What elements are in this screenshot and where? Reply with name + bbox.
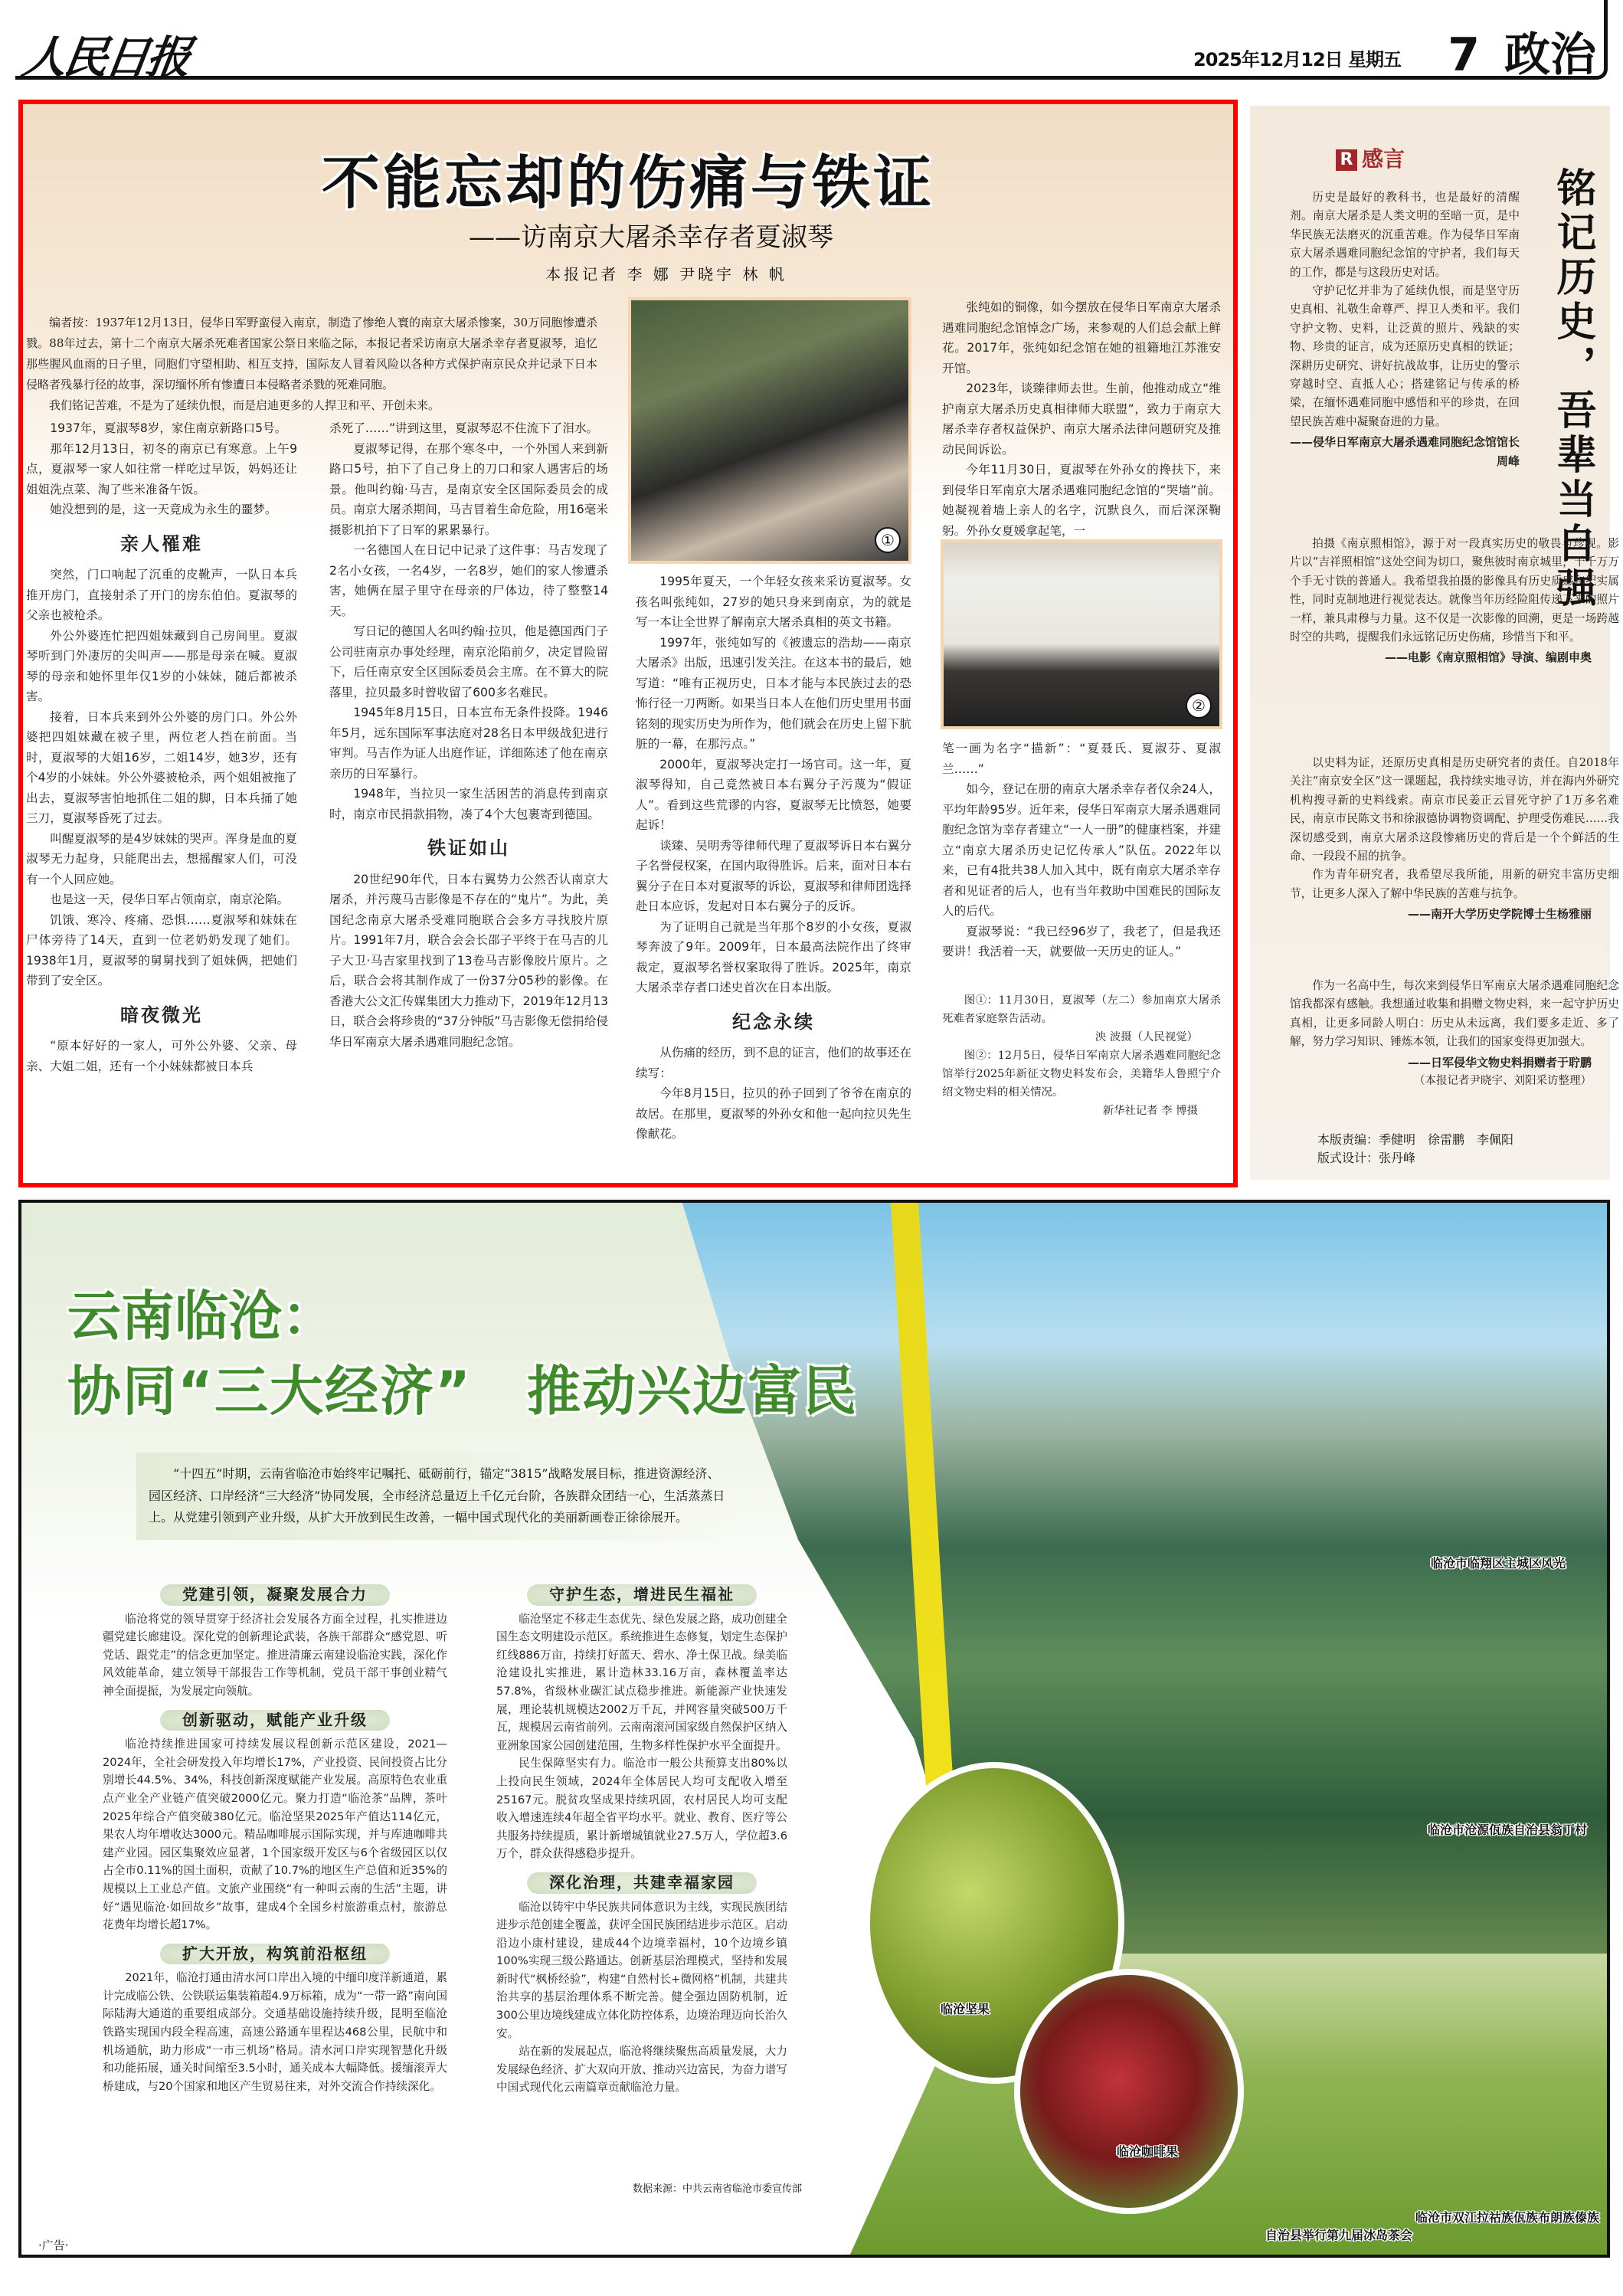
paragraph: 一名德国人在日记中记录了这件事：马吉发现了2名小女孩，一名4岁，一名8岁，她们的家人惨遭杀害，她俩在屋子里守在母亲的尸体边，待了整整14天。 xyxy=(329,543,608,618)
caption-coffee: 临沧咖啡果 xyxy=(1117,2144,1179,2159)
ad-section-heading: 扩大开放，构筑前沿枢纽 xyxy=(160,1944,390,1965)
ad-title-line-1: 云南临沧： xyxy=(67,1285,335,1348)
paragraph: 夏淑琴说：“我已经96岁了，我老了，但是我还要讲！我活着一天，就要做一天历史的证人。” xyxy=(942,924,1221,958)
caption-tea-line-2: 自治县举行第九届冰岛茶会 xyxy=(1265,2228,1413,2242)
caption-1: 图①：11月30日，夏淑琴（左二）参加南京大屠杀死难者家庭祭告活动。 xyxy=(942,994,1221,1025)
paragraph: 她没想到的是，这一天竟成为永生的噩梦。 xyxy=(50,503,277,516)
quote-2 xyxy=(1290,535,1619,667)
page-editors: 本版责编：季健明 徐雷鹏 李佩阳 xyxy=(1317,1132,1514,1147)
caption-tea-line-1: 临沧市双江拉祜族佤族布朗族傣族 xyxy=(1415,2210,1599,2225)
reporters-credit: （本报记者尹晓宇、刘阳采访整理） xyxy=(1414,1075,1592,1088)
paragraph: 如今，登记在册的南京大屠杀幸存者仅余24人，平均年龄95岁。近年来，侵华日军南京大屠杀遇难同胞纪念馆为幸存者建立“一人一册”的健康档案，并建立“南京大屠杀历史记忆传承人”队伍。2022年以来，已有4批共38人加入其中，既有南京大屠杀幸存者和见证者的后人，也有当年救助中国难民的国际友人的后代。 xyxy=(942,782,1221,918)
article-column-2 xyxy=(329,418,608,1052)
paragraph: 1937年，夏淑琴8岁，家住南京新路口5号。 xyxy=(50,421,287,435)
photo-number-badge: ① xyxy=(875,527,901,553)
quote-4 xyxy=(1290,977,1619,1090)
quote-text: 作为一名高中生，每次来到侵华日军南京大屠杀遇难同胞纪念馆我都深有感触。我想通过收集和捐赠文物史料，来一起守护历史真相，让更多同龄人明白：历史从未远离，我们要多走近、多了解，努力学习知识、锤炼本领，让我们的国家变得更加强大。 xyxy=(1290,979,1619,1049)
paragraph: 20世纪90年代，日本右翼势力公然否认南京大屠杀，并污蔑马吉影像是不存在的“鬼片”。为此，美国纪念南京大屠杀受难同胞联合会多方寻找胶片原片。1991年7月，联合会会长邵子平终于在马吉的儿子大卫·马吉家里找到了13卷马吉影像胶片原片。之后，联合会将其制作成了一份37分05秒的影像。在香港大公文汇传媒集团大力推动下，2019年12月13日，联合会将珍贵的“37分钟版”马吉影像无偿捐给侵华日军南京大屠杀遇难同胞纪念馆。 xyxy=(329,872,608,1049)
editor-note-text: 编者按：1937年12月13日，侵华日军野蛮侵入南京，制造了惨绝人寰的南京大屠杀惨案，30万同胞惨遭杀戮。88年过去，第十二个南京大屠杀死难者国家公祭日来临之际，本报记者采访南京大屠杀幸存者夏淑琴，追忆那些腥风血雨的日子里，同胞们守望相助、相互支持，国际友人冒着风险以各种方式保护南京民众并记录下日本侵略者残暴行径的故事，深切缅怀所有惨遭日本侵略者杀戮的死难同胞。 xyxy=(26,316,597,391)
caption-1-credit: 泱 波摄（人民视觉） xyxy=(1095,1030,1198,1043)
caption-2: 图②：12月5日，侵华日军南京大屠杀遇难同胞纪念馆举行2025年新征文物史料发布会，美籍华人鲁照宁介绍文物史料的相关情况。 xyxy=(942,1049,1221,1099)
paragraph: 突然，门口响起了沉重的皮靴声，一队日本兵推开房门，直接射杀了开门的房东伯伯。夏淑琴的父亲也被枪杀。 xyxy=(26,568,297,622)
paragraph: 临沧将党的领导贯穿于经济社会发展各方面全过程，扎实推进边疆党建长廊建设。深化党的创新理论武装，各族干部群众“感党恩、听党话、跟党走”的信念更加坚定。推进清廉云南建设临沧实践，深化作风效能革命，建立领导干部报告工作等机制，党员干部干事创业精气神全面提振，为发展定向领航。 xyxy=(103,1612,447,1698)
quote-text: 作为青年研究者，我希望尽我所能，用新的研究丰富历史细节，让更多人深入了解中华民族的苦难与抗争。 xyxy=(1290,868,1619,900)
quote-text: 守护记忆并非为了延续仇恨，而是坚守历史真相、礼敬生命尊严、捍卫人类和平。我们守护文物、史料，让泛黄的照片、残缺的实物、珍贵的证言，成为还原历史真相的铁证；深耕历史研究、讲好抗战故事，让历史的警示穿越时空、直抵人心；搭建铭记与传承的桥梁，在缅怀遇难同胞中感悟和平的珍贵，在回望民族苦难中凝聚奋进的力量。 xyxy=(1290,284,1520,428)
section-heading: 暗夜微光 xyxy=(120,1004,203,1026)
paragraph: 接着，日本兵来到外公外婆的房门口。外公外婆把四姐妹藏在被子里，两位老人挡在前面。当时，夏淑琴的大姐16岁，二姐14岁，她3岁，还有个4岁的小妹妹。外公外婆被枪杀，两个姐姐被拖了出去，夏淑琴害怕地抓住二姐的脚，日本兵捅了她三刀，夏淑琴昏死了过去。 xyxy=(26,709,297,825)
photo-coffee xyxy=(1014,1969,1244,2214)
article-headline: 不能忘却的伤痛与铁证 xyxy=(322,149,934,217)
editor-note-text-2: 我们铭记苦难，不是为了延续仇恨，而是启迪更多的人捍卫和平、开创未来。 xyxy=(49,398,440,412)
paragraph: 1945年8月15日，日本宣布无条件投降。1946年5月，远东国际军事法庭对28名日本甲级战犯进行审判。马吉作为证人出庭作证，详细陈述了他在南京亲历的日军暴行。 xyxy=(329,706,608,781)
quote-1 xyxy=(1290,188,1520,470)
quote-3 xyxy=(1290,754,1619,924)
quote-text: 以史料为证，还原历史真相是历史研究者的责任。自2018年关注“南京安全区”这一课题起，我持续实地寻访，并在海内外研究机构搜寻新的史料线索。南京市民姜正云冒死守护了1万多名难民，南京市民陈文书和徐淑德协调物资调配、护理受伤难民……我深切感受到，南京大屠杀这段惨痛历史的背后是一个个鲜活的生命、一段段不屈的抗争。 xyxy=(1290,756,1619,863)
paragraph: 今年8月15日，拉贝的孙子回到了爷爷在南京的故居。在那里，夏淑琴的外孙女和他一起向拉贝先生像献花。 xyxy=(636,1086,911,1141)
sidebar-tag-label: 感言 xyxy=(1362,146,1405,172)
paragraph: 今年11月30日，夏淑琴在外孙女的搀扶下，来到侵华日军南京大屠杀遇难同胞纪念馆的“哭墙”前。她凝视着墙上亲人的名字，沉默良久，而后深深鞠躬。外孙女夏媛拿起笔，一 xyxy=(942,463,1221,538)
paragraph: 笔一画为名字“描新”：“夏聂氏、夏淑芬、夏淑兰……” xyxy=(942,742,1221,776)
newspaper-logo: 人民日报 xyxy=(18,31,192,84)
main-article xyxy=(18,100,1238,1187)
page-credits xyxy=(1317,1131,1513,1168)
paragraph: 夏淑琴记得，在那个寒冬中，一个外国人来到新路口5号，拍下了自己身上的刀口和家人遇害后的场景。他叫约翰·马吉，是南京安全区国际委员会的成员。南京大屠杀期间，马吉冒着生命危险，用16毫米摄影机拍下了日军的累累暴行。 xyxy=(329,441,608,537)
paragraph: 饥饿、寒冷、疼痛、恐惧……夏淑琴和妹妹在尸体旁待了14天，直到一位老奶奶发现了她们。1938年1月，夏淑琴的舅舅找到了姐妹俩，把她们带到了安全区。 xyxy=(26,912,297,988)
paragraph: 1997年，张纯如写的《被遗忘的浩劫——南京大屠杀》出版，迅速引发关注。在这本书的最后，她写道：“唯有正视历史，日本才能与本民族过去的恐怖行径一刀两断。如果当日本人在他们历史里用书面铭刻的现实历史为所作为，他们就会在历史上留下肮脏的一幕，在那污点。” xyxy=(636,635,911,751)
quote-text: 历史是最好的教科书，也是最好的清醒剂。南京大屠杀是人类文明的至暗一页，是中华民族无法磨灭的沉重苦难。作为侵华日军南京大屠杀遇难同胞纪念馆的守护者，我们每天的工作，都是与这段历史对话。 xyxy=(1290,191,1520,279)
ad-title-line-2: 协同“三大经济” 推动兴边富民 xyxy=(67,1360,859,1423)
ad-section-heading: 深化治理，共建幸福家园 xyxy=(527,1872,757,1894)
caption-tea xyxy=(1255,2208,1599,2243)
ad-label: ·广告· xyxy=(38,2239,69,2252)
ad-section-heading: 创新驱动，赋能产业升级 xyxy=(160,1710,390,1731)
ad-section-heading: 党建引领，凝聚发展合力 xyxy=(160,1584,390,1606)
quote-text: 拍摄《南京照相馆》，源于对一段真实历史的敬畏与珍视。影片以“吉祥照相馆”这处空间为切口，聚焦彼时南京城里，千千万万个手无寸铁的普通人。我希望我拍摄的影像具有历史质感和纪实属性，同时克制地进行视觉表达。就像当年历经险阻传递下来的照片一样，兼具肃穆与力量。这不仅是一次影像的回溯，更是一场跨越时空的共鸣，提醒我们永远铭记历史伤痛，珍惜当下和平。 xyxy=(1290,537,1619,644)
masthead xyxy=(15,0,1608,84)
sidebar-vertical-title: 铭记历史，吾辈当自强 xyxy=(1549,167,1596,611)
ad-section-heading: 守护生态，增进民生福祉 xyxy=(527,1584,757,1606)
paragraph: 外公外婆连忙把四姐妹藏到自己房间里。夏淑琴听到门外凄厉的尖叫声——那是母亲在喊。夏淑琴的母亲和她怀里年仅1岁的小妹妹，随后都被杀害。 xyxy=(26,628,297,703)
page-number: 7 xyxy=(1448,28,1480,82)
data-source: 数据来源：中共云南省临沧市委宣传部 xyxy=(633,2183,803,2195)
paragraph: 1948年，当拉贝一家生活困苦的消息传到南京时，南京市民捐款捐物，凑了4个大包裹寄到德国。 xyxy=(329,787,608,821)
paragraph: 也是这一天，侵华日军占领南京，南京沦陷。 xyxy=(50,893,290,906)
ad-column-2 xyxy=(496,1575,787,2097)
photo-captions xyxy=(942,991,1221,1120)
issue-date: 2025年12月12日 星期五 xyxy=(1193,49,1401,70)
page-designer: 版式设计：张丹峰 xyxy=(1317,1151,1416,1165)
editor-note xyxy=(26,313,597,416)
section-heading: 亲人罹难 xyxy=(120,532,203,555)
paragraph: 那年12月13日，初冬的南京已有寒意。上午9点，夏淑琴一家人如往常一样吃过早饭，妈妈还让姐姐洗点菜、淘了些米准备午饭。 xyxy=(26,441,297,496)
paragraph: 叫醒夏淑琴的是4岁妹妹的哭声。浑身是血的夏淑琴无力起身，只能爬出去，想摇醒家人们，可没有一个人回应她。 xyxy=(26,831,297,886)
paragraph: 2023年，谈臻律师去世。生前，他推动成立“维护南京大屠杀历史真相律师大联盟”，致力于南京大屠杀幸存者权益保护、南京大屠杀法律问题研究及推动民间诉讼。 xyxy=(942,382,1221,457)
page-label xyxy=(1448,18,1596,84)
caption-village: 临沧市沧源佤族自治县翁丁村 xyxy=(1428,1823,1588,1837)
paragraph: “原本好好的一家人，可外公外婆、父亲、母亲、大姐二姐，还有一个小妹妹都被日本兵 xyxy=(26,1039,297,1073)
photo-number-badge: ② xyxy=(1186,693,1212,719)
paragraph: 临沧以铸牢中华民族共同体意识为主线，实现民族团结进步示范创建全覆盖，获评全国民族团结进步示范区。启动沿边小康村建设，建成44个边境幸福村，10个边境乡镇100%实现三级公路通达。创新基层治理模式，坚持和发展新时代“枫桥经验”，构建“自然村长+微网格”机制，共建共治共享的基层治理体系不断完善。健全强边固防机制，近300公里边境线建成立体化防控体系，边境治理迈向长治久安。 xyxy=(496,1900,787,2040)
section-heading: 铁证如山 xyxy=(427,837,510,859)
caption-nuts: 临沧坚果 xyxy=(941,2002,990,2016)
paragraph: 杀死了……”讲到这里，夏淑琴忍不住流下了泪水。 xyxy=(329,421,599,435)
article-byline: 本报记者 李 娜 尹晓宇 林 帆 xyxy=(545,265,787,283)
article-column-3 xyxy=(636,572,911,1145)
paragraph: 张纯如的铜像，如今摆放在侵华日军南京大屠杀遇难同胞纪念馆悼念广场，来参观的人们总会献上鲜花。2017年，张纯如纪念馆在她的祖籍地江苏淮安开馆。 xyxy=(942,300,1221,375)
paragraph: 临沧持续推进国家可持续发展议程创新示范区建设，2021—2024年，全社会研发投入年均增长17%，产业投资、民间投资占比分别增长44.5%、34%，科技创新深度赋能产业发展。高原特色农业重点产业全产业链产值突破2000亿元。聚力打造“临沧茶”品牌，茶叶2025年综合产值突破380亿元。临沧坚果2025年产值达114亿元，果农人均年增收达3000元。精品咖啡展示国际实现，并与库迪咖啡共建产业园。园区集聚效应显著，1个国家级开发区与6个省级园区以仅占全市0.11%的国土面积，贡献了10.7%的地区生产总值和近35%的规模以上工业总产值。文旅产业围绕“有一种叫云南的生活”主题，讲好“遇见临沧·如回故乡”故事，建成4个全国乡村旅游重点村，旅游总花费年均增长超17%。 xyxy=(103,1738,447,1932)
article-column-1 xyxy=(26,418,297,1076)
r-logo-icon: R xyxy=(1336,149,1357,171)
paragraph: 从伤痛的经历，到不息的证言，他们的故事还在续写： xyxy=(636,1046,911,1080)
article-subhead: ——访南京大屠杀幸存者夏淑琴 xyxy=(469,222,833,253)
caption-2-credit: 新华社记者 李 博摄 xyxy=(1102,1104,1198,1117)
article-column-4 xyxy=(942,297,1221,541)
quote-attribution: ——南开大学历史学院博士生杨雅丽 xyxy=(1407,907,1592,922)
paragraph: 写日记的德国人名叫约翰·拉贝，他是德国西门子公司驻南京办事处经理，南京沦陷前夕，决定冒险留下，后任南京安全区国际委员会主席。在不算大的院落里，拉贝最多时曾收留了600多名难民。 xyxy=(329,624,608,699)
paragraph: 为了证明自己就是当年那个8岁的小女孩，夏淑琴奔波了9年。2009年，日本最高法院作出了终审裁定，夏淑琴名誉权案取得了胜诉。2025年，南京大屠杀幸存者口述史首次在日本出版。 xyxy=(636,919,911,994)
section-name: 政治 xyxy=(1504,28,1596,82)
paragraph: 民生保障坚实有力。临沧市一般公共预算支出80%以上投向民生领域，2024年全体居民人均可支配收入增至25167元。脱贫攻坚成果持续巩固，农村居民人均可支配收入增速连续4年超全省平均水平。就业、教育、医疗等公共服务持续提质，累计新增城镇就业27.5万人，学位超3.6万个，群众获得感稳步提升。 xyxy=(496,1757,787,1861)
ad-lead: “十四五”时期，云南省临沧市始终牢记嘱托、砥砺前行，锚定“3815”战略发展目标，推进资源经济、园区经济、口岸经济“三大经济”协同发展，全市经济总量迈上千亿元台阶，各族群众团结一心，生活蒸蒸日上。从党建引领到产业升级，从扩大开放到民生改善，一幅中国式现代化的美丽新画卷正徐徐展开。 xyxy=(136,1453,741,1540)
quote-attribution: ——侵华日军南京大屠杀遇难同胞纪念馆馆长周峰 xyxy=(1290,435,1520,468)
photo-artifact-conference xyxy=(941,539,1222,729)
paragraph: 1995年夏天，一个年轻女孩来采访夏淑琴。女孩名叫张纯如，27岁的她只身来到南京，为的就是写一本让全世界了解南京大屠杀真相的英文书籍。 xyxy=(636,575,911,629)
advertorial xyxy=(18,1200,1610,2258)
section-heading: 纪念永续 xyxy=(732,1010,815,1033)
paragraph: 2000年，夏淑琴决定打一场官司。这一年，夏淑琴得知，自己竟然被日本右翼分子污蔑为“假证人”。看到这些荒谬的内容，夏淑琴无比愤怒，她要起诉！ xyxy=(636,757,911,832)
paragraph: 谈臻、吴明秀等律师代理了夏淑琴诉日本右翼分子名誉侵权案，在国内取得胜诉。后来，面对日本右翼分子在日本对夏淑琴的诉讼，夏淑琴和律师团选择赴日本应诉，发起对日本右翼分子的反诉。 xyxy=(636,838,911,913)
caption-city: 临沧市临翔区主城区风光 xyxy=(1431,1556,1566,1571)
article-column-4b xyxy=(942,739,1221,1120)
quote-attribution: ——电影《南京照相馆》导演、编剧申奥 xyxy=(1384,650,1592,665)
paragraph: 2021年，临沧打通由清水河口岸出入境的中缅印度洋新通道，累计完成临公铁、公铁联运集装箱超4.9万标箱，成为“一带一路”南向国际陆海大通道的重要组成部分。交通基础设施持续升级，昆明至临沧铁路实现国内段全程高速，高速公路通车里程达468公里，民航中和机场通航，助力形成“一市三机场”格局。清水河口岸实现智慧化升级和功能拓展，通关时间缩至3.5小时，通关成本大幅降低。援缅滚弄大桥建成，与20个国家和地区产生贸易往来，对外交流合作持续深化。 xyxy=(103,1971,447,2093)
photo-survivor-memorial xyxy=(628,297,911,564)
ad-column-1 xyxy=(103,1575,447,2095)
sidebar-tag xyxy=(1336,142,1405,173)
quote-attribution: ——日军侵华文物史料捐赠者于聍鹏 xyxy=(1407,1055,1592,1069)
paragraph: 站在新的发展起点，临沧将继续聚焦高质量发展，大力发展绿色经济、扩大双向开放、推动兴边富民，为奋力谱写中国式现代化云南篇章贡献临沧力量。 xyxy=(496,2045,787,2095)
paragraph: 临沧坚定不移走生态优先、绿色发展之路，成功创建全国生态文明建设示范区。系统推进生态修复，划定生态保护红线886万亩，持续打好蓝天、碧水、净土保卫战。绿美临沧建设扎实推进，累计造林33.16万亩，森林覆盖率达57.8%，省级林业碳汇试点稳步推进。新能源产业快速发展，理论装机规模达2002万千瓦，并网容量突破500万千瓦，规模居云南省前列。云南南滚河国家级自然保护区纳入亚洲象国家公园创建范围，生物多样性保护水平全面提升。 xyxy=(496,1612,787,1752)
